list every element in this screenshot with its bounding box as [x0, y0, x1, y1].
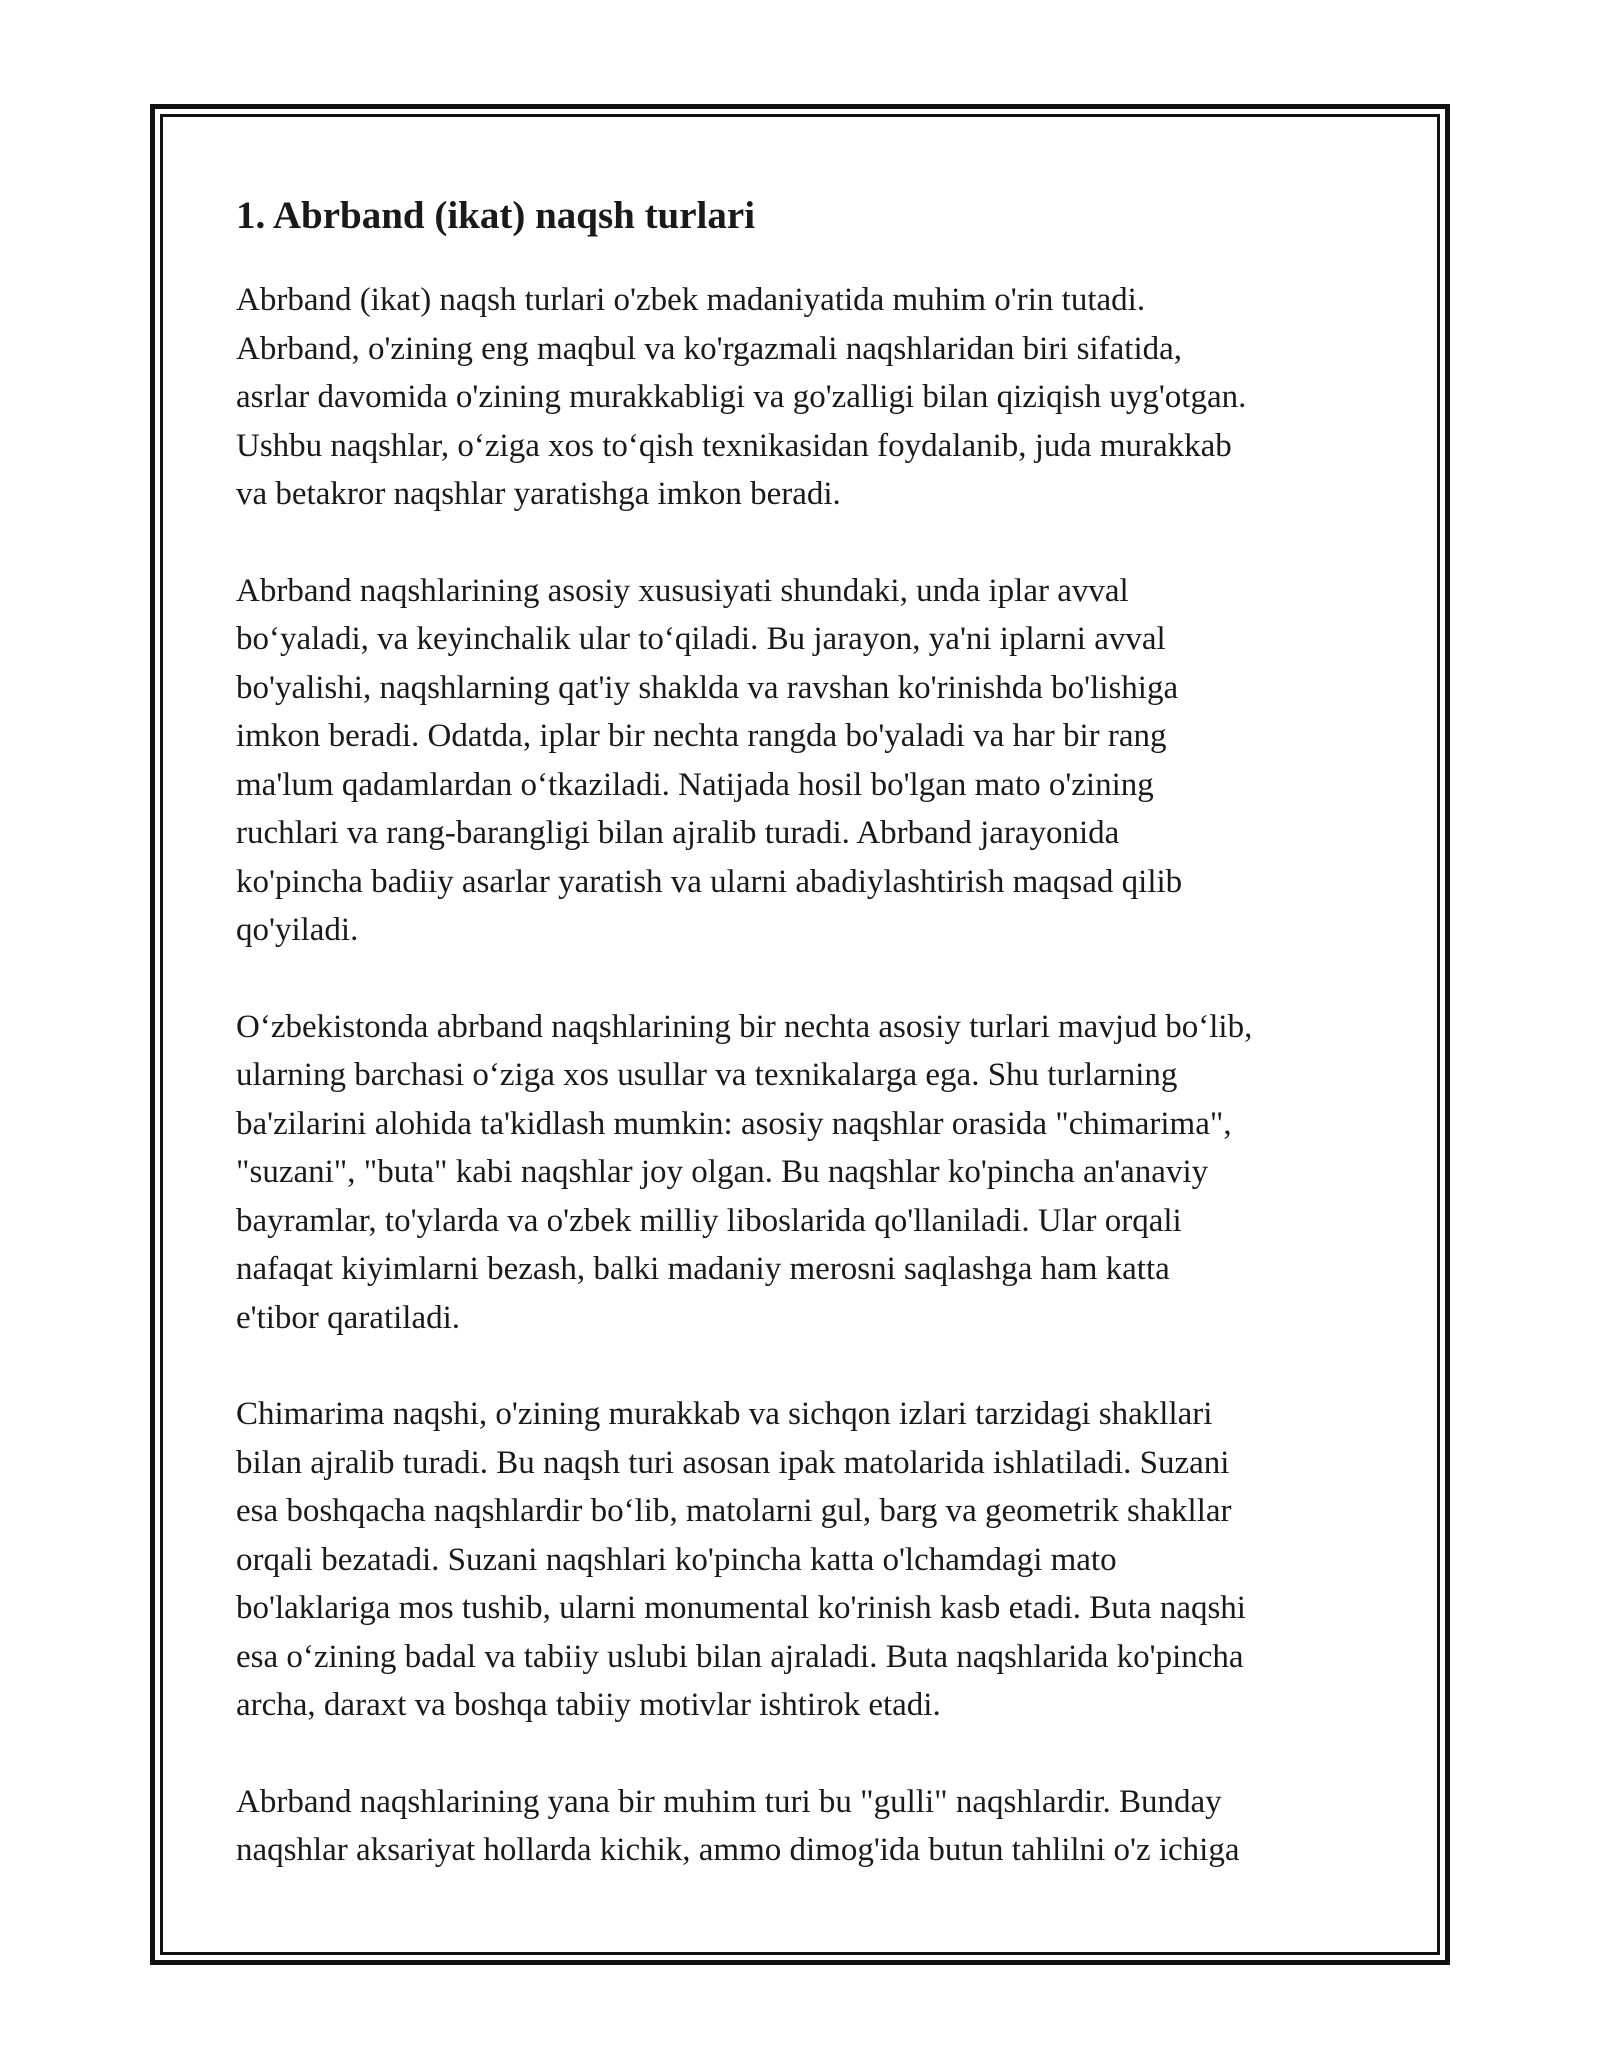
- text-line: esa boshqacha naqshlardir bo‘lib, matolarni gul, barg va geometrik shakllar: [236, 1493, 1232, 1529]
- text-line: ularning barchasi o‘ziga xos usullar va texnikalarga ega. Shu turlarning: [236, 1057, 1178, 1093]
- paragraph: [236, 567, 1376, 955]
- text-line: bo‘yaladi, va keyinchalik ular to‘qiladi. Bu jarayon, ya'ni iplarni avval: [236, 621, 1166, 657]
- text-line: nafaqat kiyimlarni bezash, balki madaniy merosni saqlashga ham katta: [236, 1251, 1170, 1287]
- text-line: bo'laklariga mos tushib, ularni monumental ko'rinish kasb etadi. Buta naqshi: [236, 1590, 1246, 1626]
- text-line: orqali bezatadi. Suzani naqshlari ko'pincha katta o'lchamdagi mato: [236, 1541, 1117, 1578]
- paragraph: [236, 1778, 1376, 1875]
- text-line: imkon beradi. Odatda, iplar bir nechta rangda bo'yaladi va har bir rang: [236, 718, 1167, 754]
- text-line: Abrband, o'zining eng maqbul va ko'rgazmali naqshlaridan biri sifatida,: [236, 330, 1183, 367]
- text-line: "suzani", "buta" kabi naqshlar joy olgan. Bu naqshlar ko'pincha an'anaviy: [236, 1154, 1209, 1190]
- text-line: va betakror naqshlar yaratishga imkon beradi.: [236, 476, 841, 512]
- paragraph: [236, 276, 1376, 519]
- text-line: Ushbu naqshlar, o‘ziga xos to‘qish texnikasidan foydalanib, juda murakkab: [236, 427, 1232, 464]
- text-line: O‘zbekistonda abrband naqshlarining bir nechta asosiy turlari mavjud bo‘lib,: [236, 1008, 1253, 1045]
- text-line: bo'yalishi, naqshlarning qat'iy shaklda va ravshan ko'rinishda bo'lishiga: [236, 669, 1179, 706]
- text-line: ruchlari va rang-barangligi bilan ajralib turadi. Abrband jarayonida: [236, 815, 1120, 851]
- paragraph: [236, 1390, 1376, 1730]
- text-line: bilan ajralib turadi. Bu naqsh turi asosan ipak matolarida ishlatiladi. Suzani: [236, 1444, 1230, 1481]
- text-line: e'tibor qaratiladi.: [236, 1299, 461, 1336]
- text-line: archa, daraxt va boshqa tabiiy motivlar ishtirok etadi.: [236, 1687, 941, 1723]
- paragraph: [236, 1003, 1376, 1343]
- text-line: naqshlar aksariyat hollarda kichik, ammo dimog'ida butun tahlilni o'z ichiga: [236, 1832, 1240, 1868]
- text-line: ko'pincha badiiy asarlar yaratish va ularni abadiylashtirish maqsad qilib: [236, 863, 1183, 900]
- document-body: [236, 186, 1376, 1923]
- section-heading: 1. Abrband (ikat) naqsh turlari: [236, 194, 756, 237]
- text-line: Abrband naqshlarining yana bir muhim turi bu "gulli" naqshlardir. Bunday: [236, 1783, 1222, 1820]
- text-line: Abrband naqshlarining asosiy xususiyati shundaki, unda iplar avval: [236, 572, 1129, 609]
- text-line: esa o‘zining badal va tabiiy uslubi bilan ajraladi. Buta naqshlarida ko'pincha: [236, 1638, 1244, 1675]
- paragraph-list: [236, 276, 1376, 1875]
- text-line: ma'lum qadamlardan o‘tkaziladi. Natijada hosil bo'lgan mato o'zining: [236, 766, 1154, 803]
- text-line: ba'zilarini alohida ta'kidlash mumkin: asosiy naqshlar orasida "chimarima",: [236, 1105, 1232, 1142]
- text-line: qo'yiladi.: [236, 912, 359, 948]
- text-line: bayramlar, to'ylarda va o'zbek milliy liboslarida qo'llaniladi. Ular orqali: [236, 1202, 1182, 1239]
- text-line: Chimarima naqshi, o'zining murakkab va sichqon izlari tarzidagi shakllari: [236, 1396, 1213, 1432]
- text-line: Abrband (ikat) naqsh turlari o'zbek madaniyatida muhim o'rin tutadi.: [236, 282, 1146, 318]
- text-line: asrlar davomida o'zining murakkabligi va go'zalligi bilan qiziqish uyg'otgan.: [236, 379, 1247, 415]
